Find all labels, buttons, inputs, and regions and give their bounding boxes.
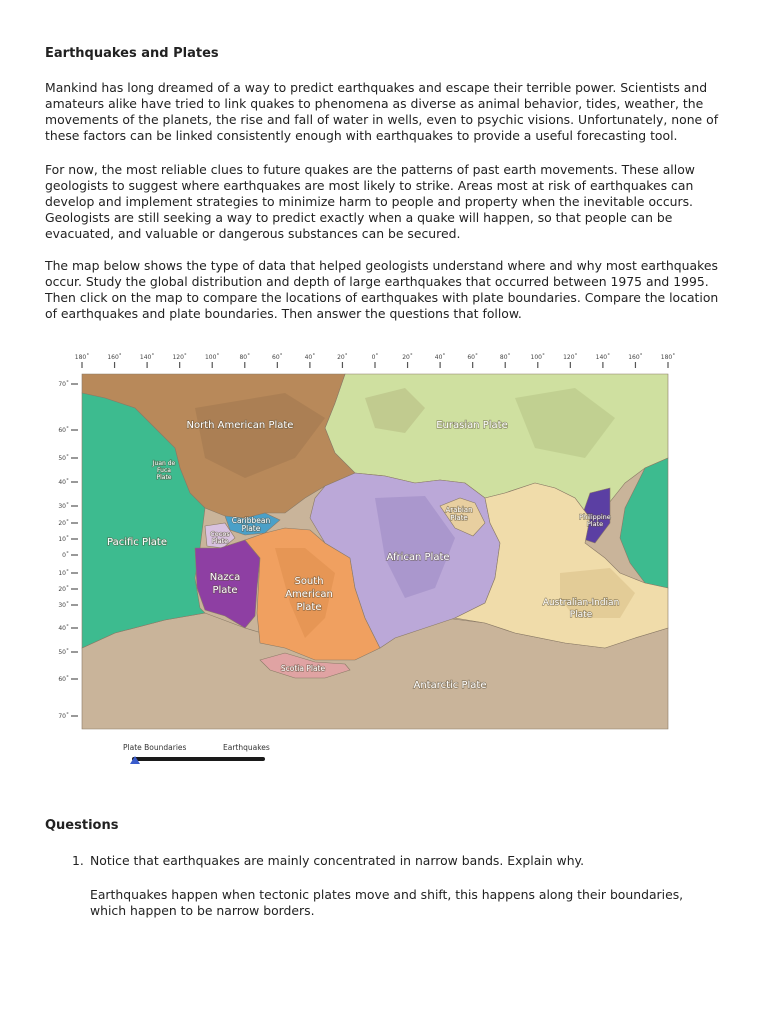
longitude-tick-label: 60˚ [467, 354, 478, 361]
latitude-tick-label: 60˚ [58, 427, 69, 434]
longitude-tick-label: 100˚ [204, 354, 220, 361]
label-juan-de-fuca-2: Fuca [157, 467, 171, 474]
latitude-tick-label: 20˚ [58, 520, 69, 527]
latitude-tick-label: 10˚ [58, 536, 69, 543]
latitude-tick-label: 0˚ [62, 552, 69, 559]
label-australian-2: Plate [569, 610, 593, 620]
latitude-tick-label: 70˚ [58, 381, 69, 388]
question-number: 1. [72, 853, 84, 868]
latitude-tick-label: 40˚ [58, 625, 69, 632]
longitude-tick-label: 180˚ [660, 354, 676, 361]
longitude-tick-label: 40˚ [304, 354, 316, 361]
longitude-tick-label: 80˚ [499, 354, 511, 361]
longitude-axis [75, 354, 675, 368]
longitude-tick-label: 0˚ [371, 354, 379, 361]
longitude-tick-label: 20˚ [402, 354, 413, 361]
label-scotia: Scotia Plate [280, 664, 326, 673]
latitude-tick-label: 30˚ [58, 602, 69, 609]
latitude-tick-label: 70˚ [58, 713, 69, 720]
longitude-tick-label: 160˚ [107, 354, 122, 361]
label-arabian-2: Plate [450, 514, 468, 522]
answer-text: Earthquakes happen when tectonic plates move and shift, this happens along their boundaries, which happen to be narrow borders. [90, 887, 684, 918]
label-philippine-2: Plate [586, 520, 604, 528]
label-caribbean-1: Caribbean [231, 516, 271, 525]
label-arabian-1: Arabian [445, 506, 473, 514]
question-text: Notice that earthquakes are mainly concentrated in narrow bands. Explain why. [90, 853, 585, 868]
label-south-american-3: Plate [296, 602, 322, 613]
plate-map[interactable] [45, 348, 685, 778]
latitude-tick-label: 50˚ [58, 649, 69, 656]
label-cocos-2: Plate [211, 537, 229, 545]
latitude-tick-label: 30˚ [58, 503, 69, 510]
label-juan-de-fuca-1: Juan de [152, 460, 176, 467]
questions-heading: Questions [45, 818, 119, 833]
label-north-american: North American Plate [186, 420, 294, 431]
latitude-tick-label: 60˚ [58, 676, 69, 683]
label-nazca-2: Plate [212, 585, 238, 596]
clues-paragraph: For now, the most reliable clues to future quakes are the patterns of past earth movements. These allow geologists to suggest where earthquakes are most likely to strike. Areas most at risk of earthquakes can develop and implement strategies to minimize harm to people and property when the inevitable occurs. Geologists are still seeking a way to predict exactly when a quake will happen, so that people can be evacuated, and valuable or dangerous substances can be secured. [45, 162, 695, 241]
longitude-tick-label: 160˚ [628, 354, 643, 361]
latitude-axis [58, 381, 78, 720]
label-pacific: Pacific Plate [107, 537, 167, 548]
plate-map-svg[interactable] [45, 348, 685, 778]
latitude-tick-label: 50˚ [58, 455, 69, 462]
label-antarctic: Antarctic Plate [413, 680, 487, 691]
label-african: African Plate [386, 552, 450, 563]
longitude-tick-label: 20˚ [337, 354, 348, 361]
label-philippine-1: Philippine [579, 513, 611, 521]
map-instructions-paragraph: The map below shows the type of data that helped geologists understand where and why most earthquakes occur. Study the global distribution and depth of large earthquakes that occurred between 1975 and 1995. Then click on the map to compare the locations of earthquakes with plate boundaries. Compare the location of earthquakes and plate boundaries. Then answer the questions that follow. [45, 258, 719, 321]
label-australian-1: Australian-Indian [542, 598, 620, 608]
document-title: Earthquakes and Plates [45, 46, 219, 61]
latitude-tick-label: 10˚ [58, 570, 69, 577]
label-nazca-1: Nazca [209, 572, 241, 583]
label-south-american-2: American [285, 589, 333, 600]
longitude-tick-label: 60˚ [272, 354, 283, 361]
label-caribbean-2: Plate [241, 524, 261, 533]
slider-label-earthquakes: Earthquakes [223, 743, 270, 752]
longitude-tick-label: 120˚ [563, 354, 578, 361]
latitude-tick-label: 40˚ [58, 479, 69, 486]
slider-track[interactable] [132, 757, 265, 761]
label-eurasian: Eurasian Plate [436, 420, 508, 431]
slider-thumb[interactable] [130, 756, 140, 764]
longitude-tick-label: 120˚ [172, 354, 187, 361]
label-juan-de-fuca-3: Plate [156, 474, 172, 481]
longitude-tick-label: 80˚ [239, 354, 251, 361]
label-cocos-1: Cocos [210, 530, 230, 538]
latitude-tick-label: 20˚ [58, 586, 69, 593]
longitude-tick-label: 140˚ [139, 354, 155, 361]
longitude-tick-label: 100˚ [530, 354, 546, 361]
longitude-tick-label: 180˚ [74, 354, 90, 361]
intro-paragraph: Mankind has long dreamed of a way to predict earthquakes and escape their terrible power. Scientists and amateurs alike have tried to link quakes to phenomena as diverse as animal behavior, tides, weather, the movements of the planets, the rise and fall of water in wells, even to psychic visions. Unfortunately, none of these factors can be linked consistently enough with earthquakes to provide a useful forecasting tool. [45, 80, 719, 143]
longitude-tick-label: 140˚ [595, 354, 611, 361]
longitude-tick-label: 40˚ [434, 354, 446, 361]
label-south-american-1: South [294, 576, 324, 587]
slider-label-plate-boundaries: Plate Boundaries [123, 743, 187, 752]
